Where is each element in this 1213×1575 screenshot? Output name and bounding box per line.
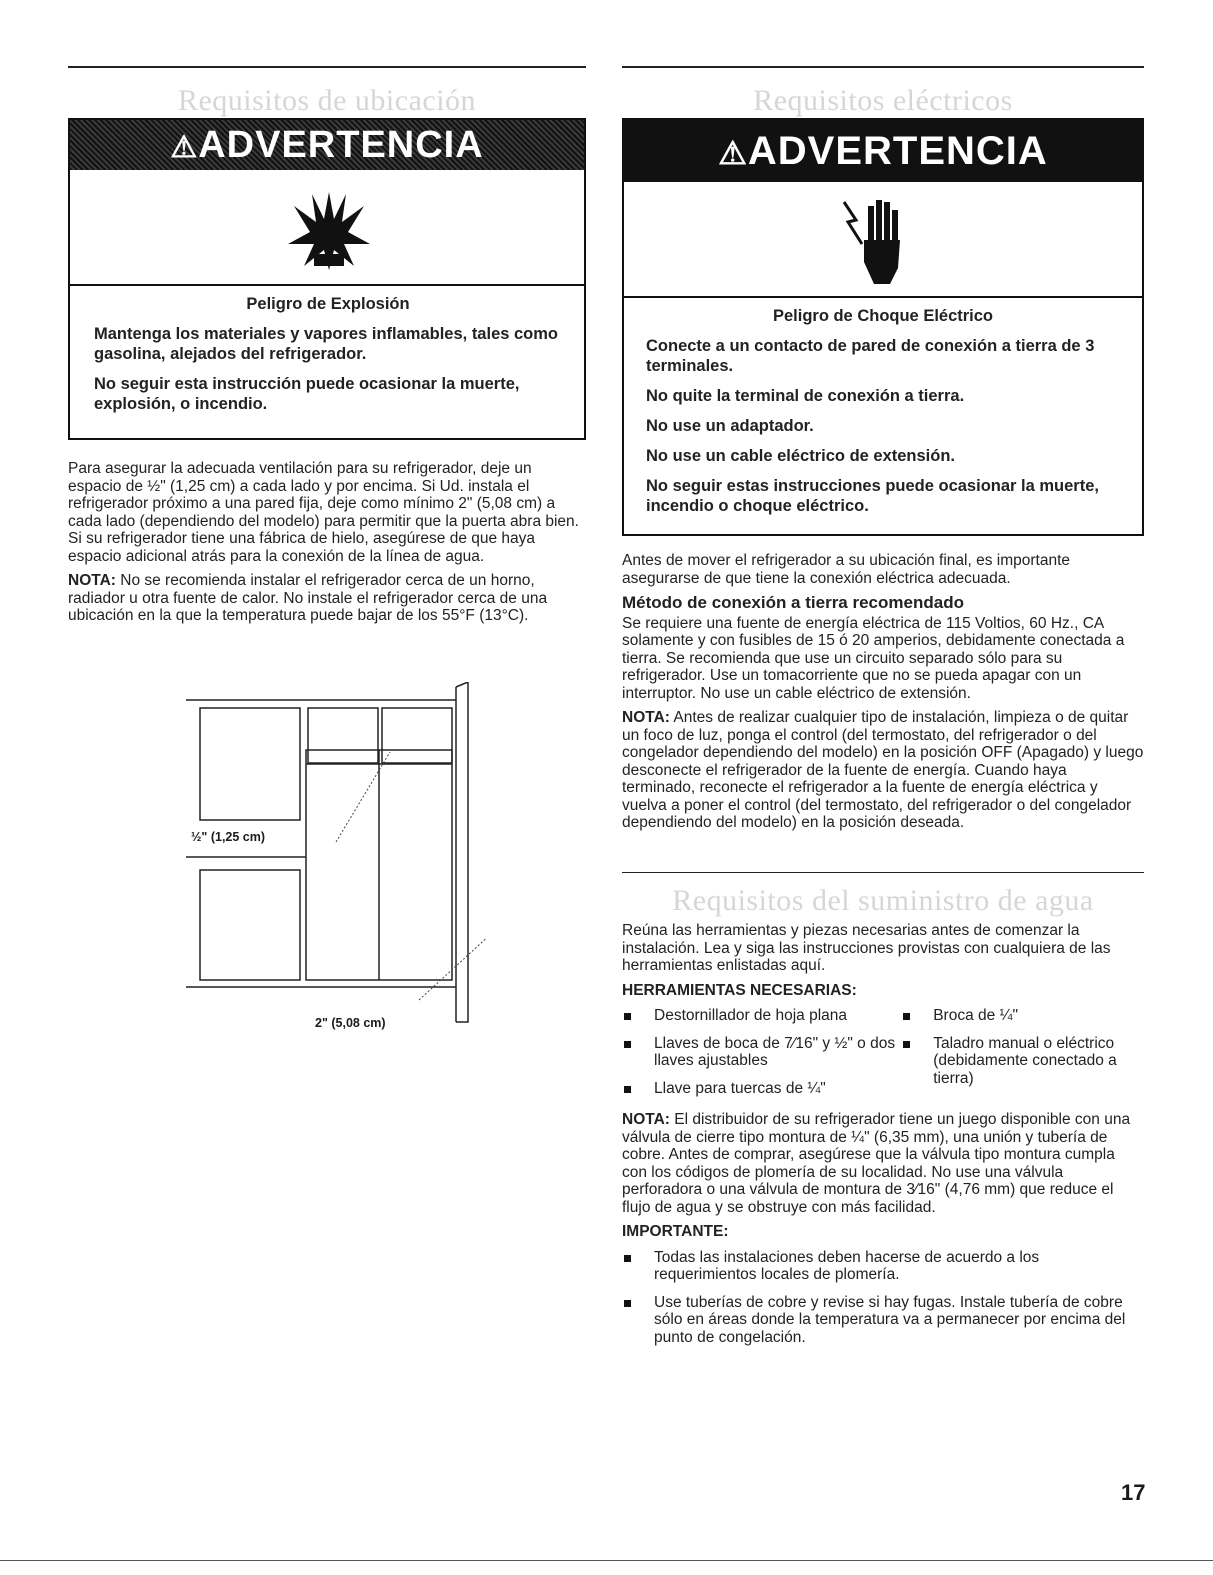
paragraph: Para asegurar la adecuada ventilación para su refrigerador, deje un espacio de ½" (1,25 cm) a cada lado y por encima. Si Ud. instala el refrigerador próximo a una pared fija, deje como mínimo 2" (5,08 cm) a cada lado (dependiendo del modelo) para permitir que la puerta abra bien. Si su refrigerador tiene una fábrica de hielo, asegúrese de que haya espacio adicional atrás para la conexión de la línea de agua.	[68, 460, 579, 565]
warning-line: No use un adaptador.	[646, 417, 814, 435]
page-number: 17	[1121, 1480, 1146, 1505]
list-item: Todas las instalaciones deben hacerse de acuerdo a los requerimientos locales de plomería.	[622, 1249, 1144, 1284]
location-body	[68, 460, 586, 632]
tools-list-left	[622, 1007, 901, 1107]
shock-icon-area	[624, 182, 1142, 298]
warning-triangle-icon: ⚠	[170, 131, 199, 164]
note-paragraph: NOTA: Antes de realizar cualquier tipo de instalación, limpieza o de quitar un foco de luz, ponga el control (del termostato, del refrigerador o del congelador dependiendo del modelo) en la posición OFF (Apagado) y luego desconecte el refrigerador de la fuente de energía. Cuando haya terminado, reconecte el refrigerador a la fuente de energía eléctrica y vuelva a poner el control (del termostato, del refrigerador o del congelador dependiendo del modelo) en la posición deseada.	[622, 709, 1144, 831]
warning-banner: ⚠ADVERTENCIA	[624, 120, 1142, 182]
subheading-tools: HERRAMIENTAS NECESARIAS:	[622, 981, 857, 999]
clearance-label-two-inch: 2" (5,08 cm)	[315, 1016, 386, 1030]
section-title-electrical: Requisitos eléctricos	[753, 84, 1013, 117]
list-item: Taladro manual o eléctrico (debidamente conectado a tierra)	[901, 1035, 1144, 1088]
top-rule-left	[68, 66, 586, 68]
refrigerator-clearance-diagram	[186, 682, 486, 1032]
section-title-water: Requisitos del suministro de agua	[672, 884, 1094, 917]
warning-line: Conecte a un contacto de pared de conexión a tierra de 3 terminales.	[646, 337, 1095, 375]
warning-line: Mantenga los materiales y vapores inflamables, tales como gasolina, alejados del refrigerador.	[94, 325, 559, 363]
list-item: Llaves de boca de 7⁄16" y ½" o dos llaves ajustables	[622, 1035, 901, 1070]
warning-line: No use un cable eléctrico de extensión.	[646, 447, 956, 465]
warning-line: No seguir esta instrucción puede ocasionar la muerte, explosión, o incendio.	[94, 375, 520, 413]
warning-banner: ⚠ADVERTENCIA	[70, 120, 584, 170]
list-item: Broca de ¼"	[901, 1007, 1144, 1025]
warning-heading: Peligro de Explosión	[246, 295, 410, 313]
list-item: Use tuberías de cobre y revise si hay fugas. Instale tubería de cobre sólo en áreas donde la temperatura va a permanecer por encima del punto de congelación.	[622, 1294, 1144, 1347]
warning-text	[70, 286, 584, 434]
paragraph: Se requiere una fuente de energía eléctrica de 115 Voltios, 60 Hz., CA solamente y con fusibles de 15 ó 20 amperios, debidamente conectada a tierra. Se recomienda que use un circuito separado sólo para su refrigerador. Use un tomacorriente que no se pueda apagar con un interruptor. No use un cable eléctrico de extensión.	[622, 614, 1125, 702]
explosion-icon	[284, 184, 374, 274]
water-body	[622, 922, 1144, 1356]
bottom-rule	[0, 1560, 1213, 1561]
clearance-label-half-inch: ½" (1,25 cm)	[191, 830, 266, 844]
important-list	[622, 1249, 1144, 1347]
paragraph: Antes de mover el refrigerador a su ubicación final, es importante asegurarse de que tiene la conexión eléctrica adecuada.	[622, 552, 1071, 587]
top-rule-right	[622, 66, 1144, 68]
warning-box-explosion	[68, 118, 586, 440]
tools-list-right	[901, 1007, 1144, 1107]
warning-heading: Peligro de Choque Eléctrico	[772, 307, 994, 325]
warning-line: No quite la terminal de conexión a tierra.	[646, 387, 965, 405]
warning-text	[624, 298, 1142, 536]
warning-box-electric	[622, 118, 1144, 536]
warning-triangle-icon: ⚠	[718, 135, 748, 171]
section-title-location: Requisitos de ubicación	[177, 84, 477, 117]
list-item: Destornillador de hoja plana	[622, 1007, 901, 1025]
paragraph: Reúna las herramientas y piezas necesarias antes de comenzar la instalación. Lea y siga las instrucciones provistas con cualquiera de las herramientas enlistadas aquí.	[622, 922, 1111, 974]
electric-shock-hand-icon	[834, 192, 914, 288]
note-paragraph: NOTA: El distribuidor de su refrigerador tiene un juego disponible con una válvula de cierre tipo montura de ¼" (6,35 mm), una unión y tubería de cobre. Antes de comprar, asegúrese que la válvula tipo montura cumpla con los códigos de plomería de su localidad. No use una válvula perforadora o una válvula de montura de 3⁄16" (4,76 mm) que reduce el flujo de agua y se obstruye con más facilidad.	[622, 1111, 1131, 1216]
electrical-body	[622, 552, 1144, 839]
subheading-important: IMPORTANTE:	[622, 1223, 729, 1240]
note-paragraph: NOTA: No se recomienda instalar el refrigerador cerca de un horno, radiador u otra fuente de calor. No instale el refrigerador cerca de una ubicación en la que la temperatura puede bajar de los 55°F (13°C).	[68, 572, 548, 624]
subheading-grounding: Método de conexión a tierra recomendado	[622, 593, 964, 612]
list-item: Llave para tuercas de ¼"	[622, 1080, 901, 1098]
tools-list	[622, 1007, 1144, 1107]
explosion-icon-area	[70, 170, 584, 286]
divider-rule	[622, 872, 1144, 873]
warning-line: No seguir estas instrucciones puede ocasionar la muerte, incendio o choque eléctrico.	[646, 477, 1099, 515]
